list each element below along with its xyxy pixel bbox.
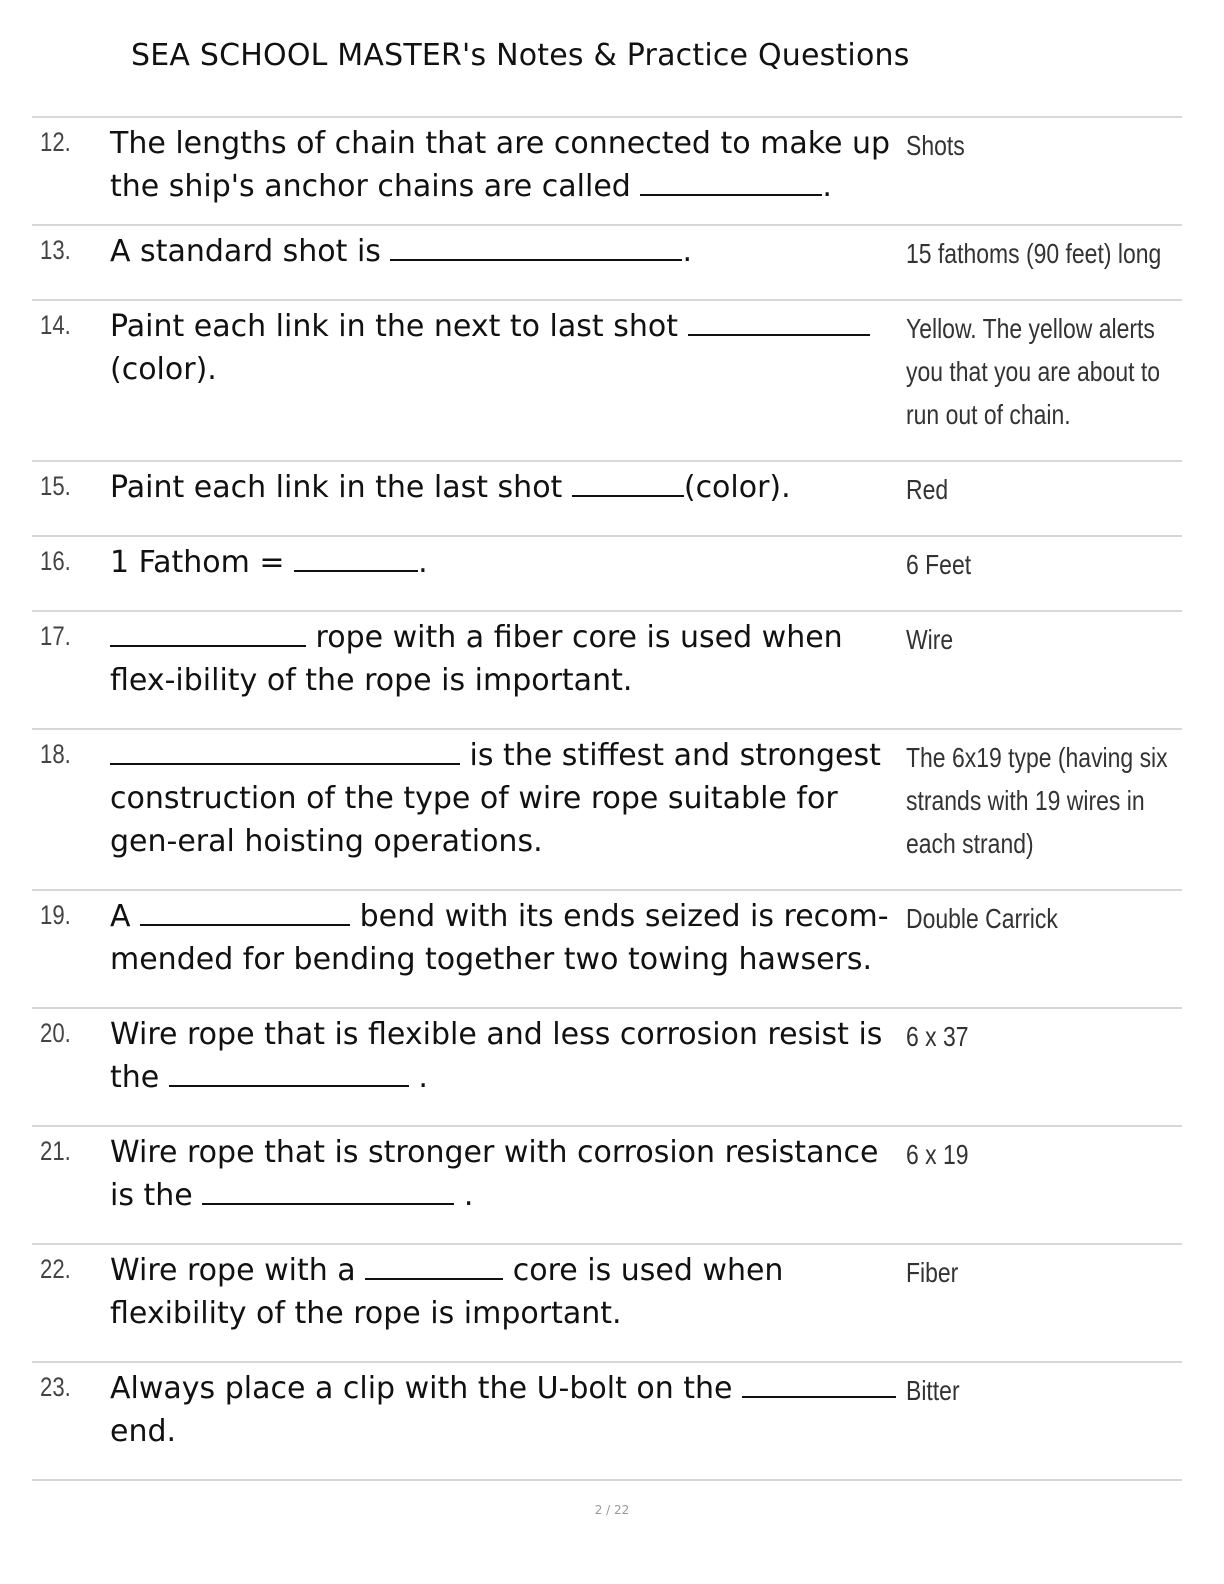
page-title: SEA SCHOOL MASTER's Notes & Practice Questions bbox=[131, 38, 910, 73]
answer-text: Yellow. The yellow alerts you that you are about to run out of chain. bbox=[906, 313, 1161, 430]
question-row bbox=[32, 1243, 1182, 1361]
answer-blank bbox=[140, 898, 350, 926]
answer-text: Red bbox=[906, 474, 949, 505]
answer-text: Fiber bbox=[906, 1257, 959, 1288]
answer-blank bbox=[742, 1370, 896, 1398]
page-number: 2 / 22 bbox=[594, 1503, 630, 1517]
question-number: 12. bbox=[40, 127, 71, 157]
question-table bbox=[32, 116, 1182, 1481]
answer-text: 6 x 37 bbox=[906, 1021, 969, 1052]
answer-text: 6 Feet bbox=[906, 549, 972, 580]
answer-text: Double Carrick bbox=[906, 903, 1058, 934]
answer-blank bbox=[640, 168, 822, 196]
answer-text: 15 fathoms (90 feet) long bbox=[906, 238, 1162, 269]
question-number: 19. bbox=[40, 900, 71, 930]
answer-text: Bitter bbox=[906, 1375, 960, 1406]
question-number: 15. bbox=[40, 471, 71, 501]
answer-text: Wire bbox=[906, 624, 954, 655]
question-text: A standard shot is . bbox=[110, 234, 693, 269]
question-row bbox=[32, 1125, 1182, 1243]
question-row bbox=[32, 889, 1182, 1007]
question-row bbox=[32, 610, 1182, 728]
question-row bbox=[32, 1007, 1182, 1125]
question-text: The lengths of chain that are connected to make up the ship's anchor chains are called . bbox=[110, 126, 891, 204]
answer-text: Shots bbox=[906, 130, 965, 161]
question-text: Wire rope that is flexible and less corrosion resist is the . bbox=[110, 1017, 883, 1095]
answer-blank bbox=[365, 1252, 503, 1280]
question-number: 17. bbox=[40, 621, 71, 651]
question-row bbox=[32, 299, 1182, 460]
answer-text: 6 x 19 bbox=[906, 1139, 969, 1170]
question-text: Paint each link in the next to last shot (color). bbox=[110, 305, 900, 391]
answer-blank bbox=[390, 233, 682, 261]
question-number: 18. bbox=[40, 739, 71, 769]
question-row bbox=[32, 460, 1182, 535]
question-text: is the stiffest and strongest construction of the type of wire rope suitable for gen-eral hoisting operations. bbox=[110, 738, 881, 859]
answer-blank bbox=[110, 619, 306, 647]
question-text: 1 Fathom = . bbox=[110, 545, 428, 580]
question-number: 14. bbox=[40, 310, 71, 340]
answer-blank bbox=[202, 1177, 454, 1205]
question-text: Paint each link in the last shot (color). bbox=[110, 470, 791, 505]
question-number: 16. bbox=[40, 546, 71, 576]
question-text: A bend with its ends seized is recom-mended for bending together two towing hawsers. bbox=[110, 899, 889, 977]
answer-blank bbox=[572, 469, 684, 497]
question-text: Always place a clip with the U-bolt on the end. bbox=[110, 1367, 900, 1453]
question-number: 20. bbox=[40, 1018, 71, 1048]
answer-blank bbox=[294, 544, 418, 572]
question-row bbox=[32, 224, 1182, 299]
question-text: Wire rope with a core is used when flexibility of the rope is important. bbox=[110, 1253, 784, 1331]
question-row bbox=[32, 116, 1182, 224]
question-number: 22. bbox=[40, 1254, 71, 1284]
question-text: Wire rope that is stronger with corrosion resistance is the . bbox=[110, 1135, 879, 1213]
question-row bbox=[32, 728, 1182, 889]
question-row bbox=[32, 535, 1182, 610]
answer-blank bbox=[110, 737, 460, 765]
question-text: rope with a fiber core is used when flex-ibility of the rope is important. bbox=[110, 620, 843, 698]
question-row bbox=[32, 1361, 1182, 1481]
question-number: 23. bbox=[40, 1372, 71, 1402]
answer-text: The 6x19 type (having six strands with 19 wires in each strand) bbox=[906, 742, 1168, 859]
answer-blank bbox=[688, 308, 870, 336]
question-number: 21. bbox=[40, 1136, 71, 1166]
answer-blank bbox=[169, 1059, 409, 1087]
question-number: 13. bbox=[40, 235, 71, 265]
